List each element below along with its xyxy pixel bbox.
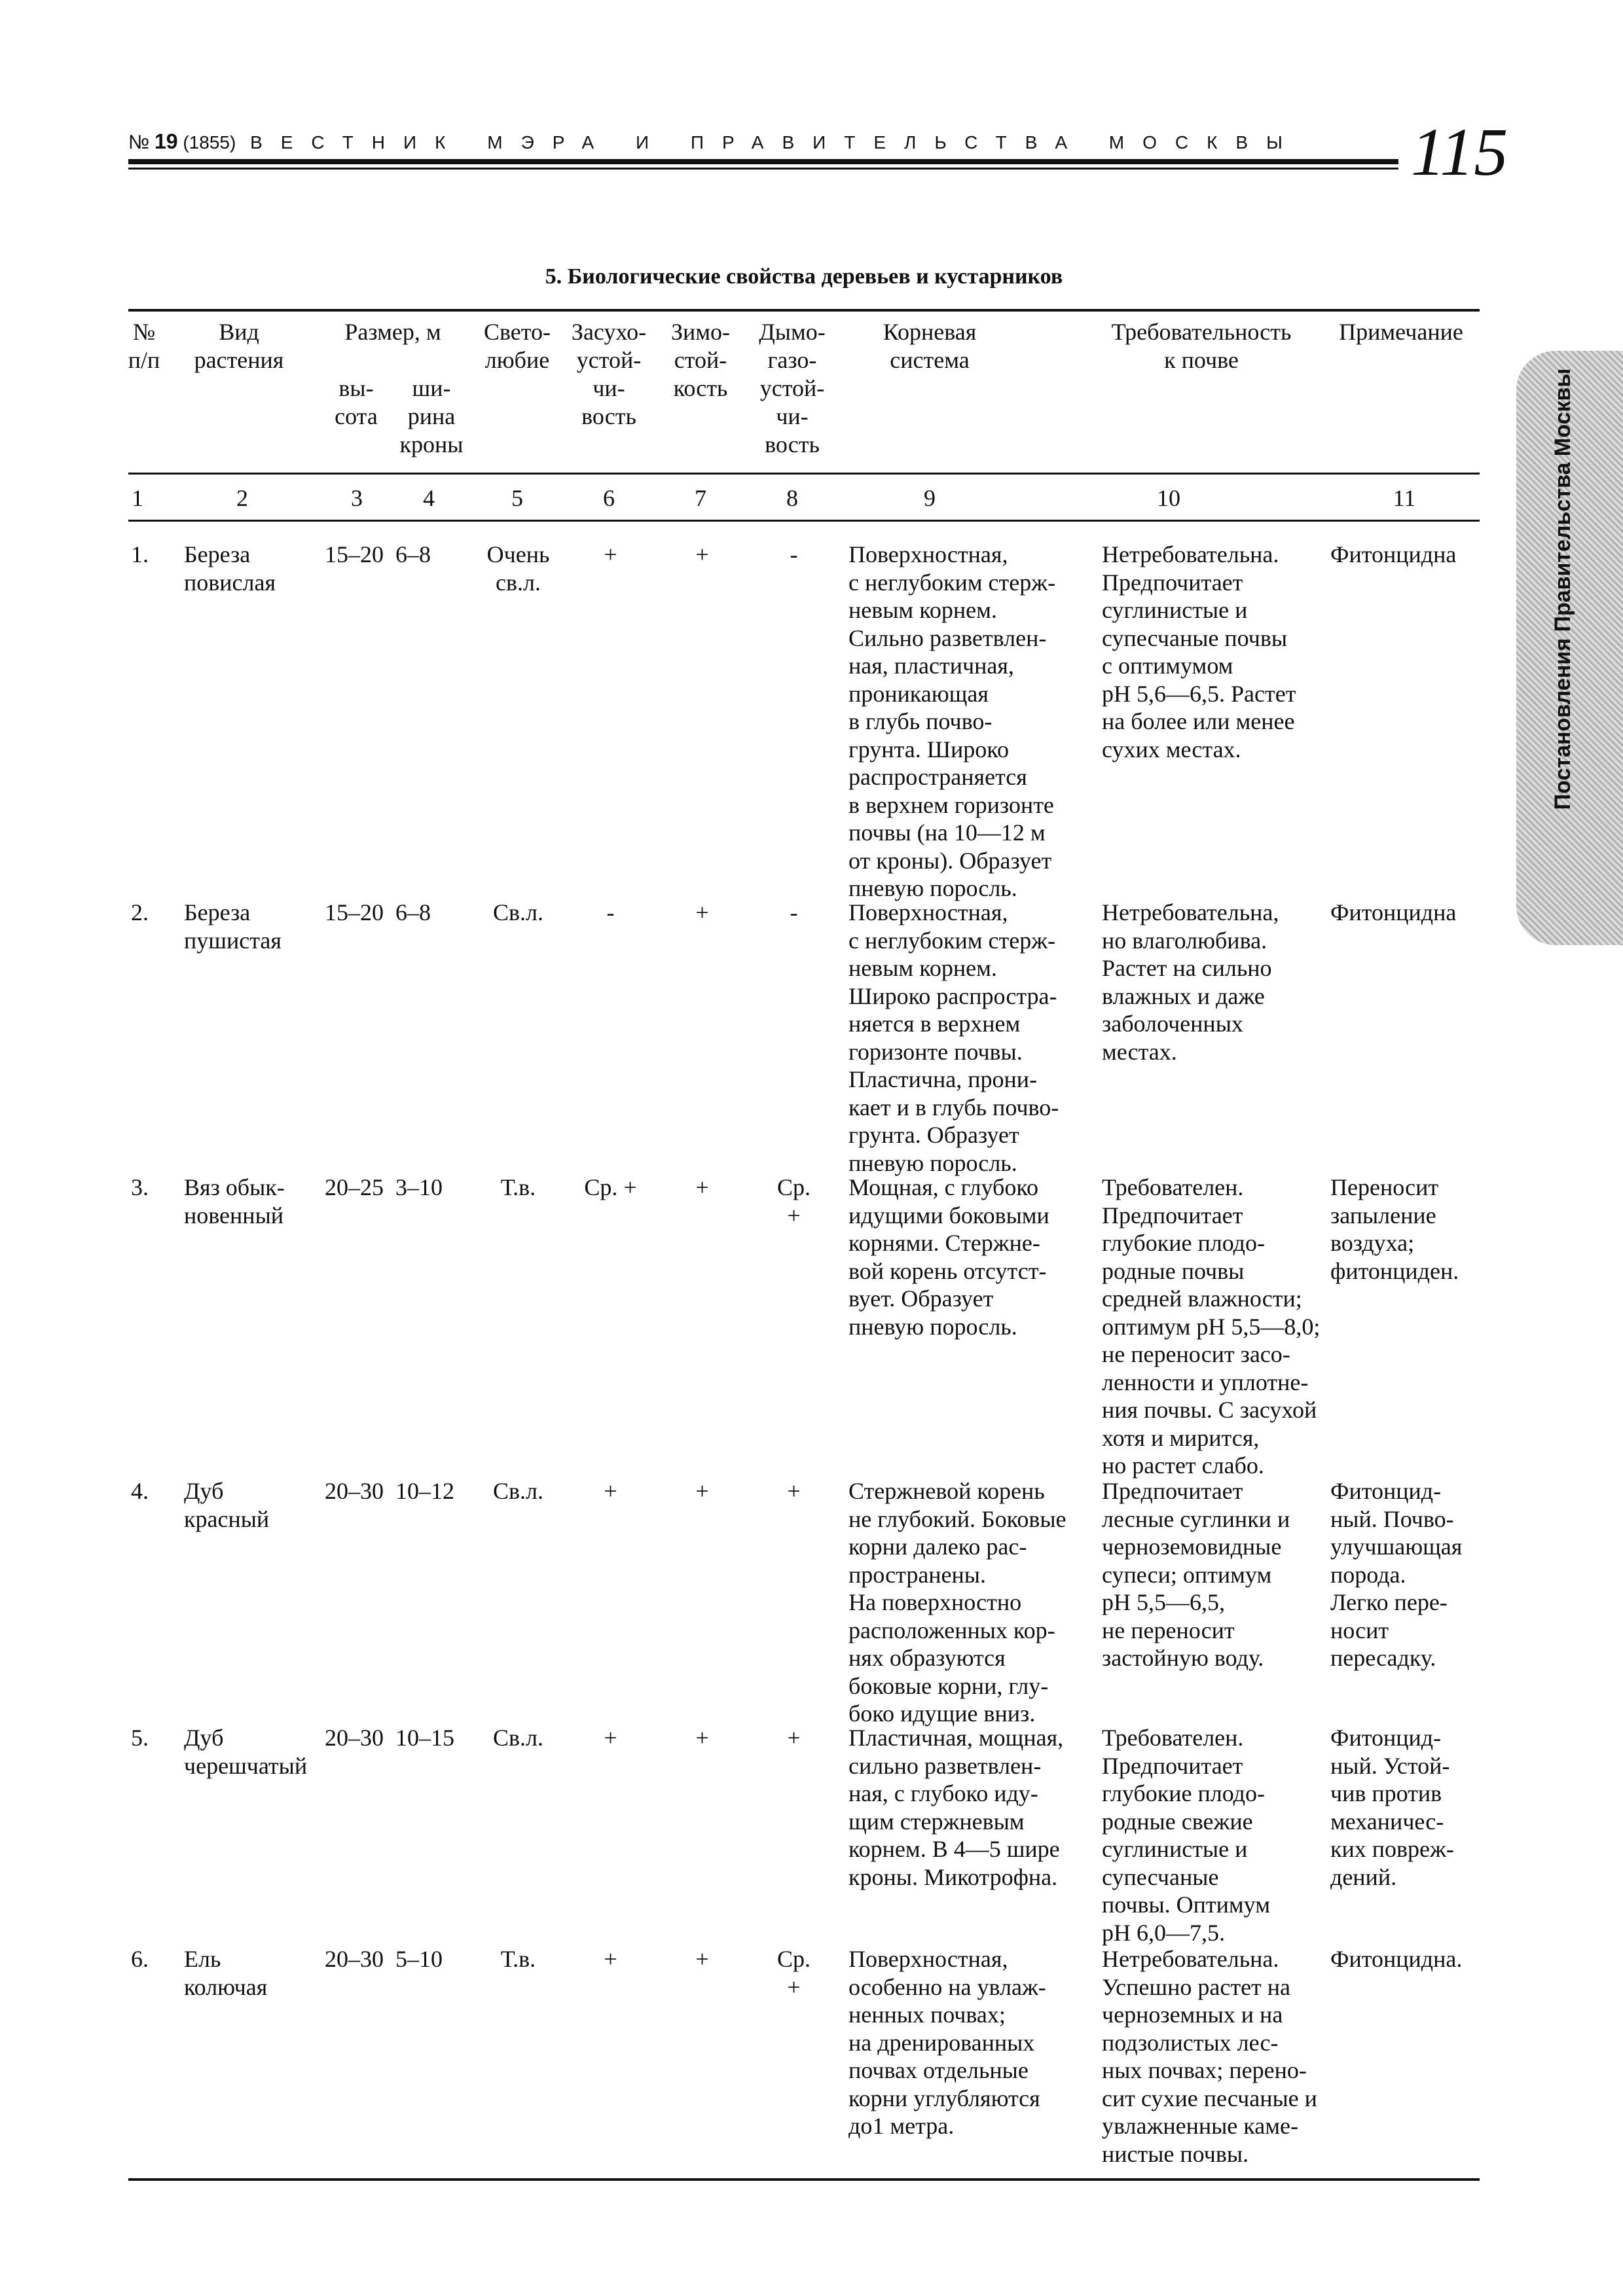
row-drought: + — [604, 1478, 617, 1504]
row-species: Вяз обык- новенный — [184, 1174, 285, 1229]
row-species: Дуб красный — [184, 1478, 270, 1532]
col-number: 8 — [786, 485, 798, 511]
row-smoke: Ср. + — [776, 1174, 811, 1229]
header-roots: Корневая система — [883, 319, 977, 373]
row-height: 20–30 — [325, 1946, 384, 1972]
row-height: 15–20 — [325, 541, 384, 567]
row-roots: Поверхностная, с неглубоким стерж- невым корнем. Сильно разветвлен- ная, пластичная, проникающая в глубь почво- грунта. Широко распространяется в верхнем горизонте почвы (на 10—12 м от кроны). Образует пневую поросль. — [848, 541, 1056, 901]
running-head — [128, 128, 1412, 154]
page-number: 115 — [1411, 115, 1508, 190]
header-width: ши- рина кроны — [399, 375, 464, 457]
row-width: 3–10 — [395, 1174, 443, 1200]
row-drought: Ср. + — [584, 1174, 637, 1200]
row-width: 10–12 — [395, 1478, 454, 1504]
row-roots: Поверхностная, особенно на увлаж- ненных почвах; на дренированных почвах отдельные корни углубляются до1 метра. — [848, 1946, 1046, 2139]
col-number: 5 — [511, 485, 523, 511]
row-soil: Нетребовательна. Успешно растет на черноземных и на подзолистых лес- ных почвах; перено- сит сухие песчаные и увлажненные каме- нистые почвы. — [1102, 1946, 1317, 2167]
row-winter: + — [695, 899, 709, 925]
issue-prefix: № — [128, 132, 150, 153]
row-roots: Пластичная, мощная, сильно разветвлен- ная, с глубоко иду- щим стержневым корнем. В 4—5 шире кроны. Микотрофна. — [848, 1725, 1064, 1890]
row-smoke: Ср. + — [776, 1946, 811, 2000]
row-num: 1. — [131, 541, 149, 567]
row-num: 6. — [131, 1946, 149, 1972]
row-soil: Нетребовательна, но влаголюбива. Растет на сильно влажных и даже заболоченных местах. — [1102, 899, 1279, 1065]
col-number: 9 — [924, 485, 936, 511]
row-note: Фитонцид- ный. Почво- улучшающая порода. Легко пере- носит пересадку. — [1330, 1478, 1463, 1671]
row-roots: Стержневой корень не глубокий. Боковые корни далеко рас- пространены. На поверхностно расположенных кор- нях образуются боковые корни, глу- боко идущие вниз. — [848, 1478, 1067, 1727]
row-light: Св.л. — [493, 1478, 543, 1504]
header-size: Размер, м — [344, 319, 441, 345]
header-light: Свето- любие — [483, 319, 551, 373]
row-species: Дуб черешчатый — [184, 1725, 308, 1779]
row-species: Береза повислая — [184, 541, 276, 596]
row-winter: + — [695, 1478, 709, 1504]
header-num: № п/п — [128, 319, 160, 373]
row-width: 6–8 — [395, 541, 431, 567]
row-winter: + — [695, 1946, 709, 1972]
row-smoke: + — [787, 1478, 801, 1504]
row-winter: + — [695, 541, 709, 567]
row-height: 20–25 — [325, 1174, 384, 1200]
row-roots: Поверхностная, с неглубоким стерж- невым корнем. Широко распростра- няется в верхнем горизонте почвы. Пластична, прони- кает и в глубь почво- грунта. Образует пневую поросль. — [848, 899, 1059, 1176]
issue-number: 19 — [154, 130, 178, 153]
row-drought: + — [604, 1946, 617, 1972]
issue-sequence: (1855) — [183, 132, 236, 152]
row-light: Очень св.л. — [486, 541, 550, 596]
row-num: 4. — [131, 1478, 149, 1504]
col-number: 2 — [236, 485, 248, 511]
row-height: 20–30 — [325, 1478, 384, 1504]
row-winter: + — [695, 1174, 709, 1200]
row-light: Св.л. — [493, 899, 543, 925]
row-light: Т.в. — [500, 1946, 536, 1972]
row-roots: Мощная, с глубоко идущими боковыми корнями. Стержне- вой корень отсутст- вует. Образует пневую поросль. — [848, 1174, 1049, 1340]
col-number: 6 — [603, 485, 615, 511]
row-width: 6–8 — [395, 899, 431, 925]
row-width: 10–15 — [395, 1725, 454, 1751]
header-bottom-rule — [128, 473, 1480, 475]
row-note: Фитонцидна. — [1330, 1946, 1463, 1972]
row-light: Св.л. — [493, 1725, 543, 1751]
col-number: 3 — [351, 485, 363, 511]
row-num: 2. — [131, 899, 149, 925]
row-light: Т.в. — [500, 1174, 536, 1200]
row-note: Фитонцидна — [1330, 541, 1457, 567]
header-height: вы- сота — [335, 375, 378, 429]
table-top-rule — [128, 309, 1480, 312]
header-soil: Требовательность к почве — [1111, 319, 1292, 373]
row-drought: - — [606, 899, 615, 925]
row-smoke: - — [790, 541, 798, 567]
col-number: 1 — [132, 485, 143, 511]
header-rule-thick — [128, 159, 1398, 164]
row-species: Береза пушистая — [184, 899, 282, 954]
row-num: 5. — [131, 1725, 149, 1751]
header-note: Примечание — [1339, 319, 1463, 345]
row-species: Ель колючая — [184, 1946, 268, 2000]
row-note: Фитонцидна — [1330, 899, 1457, 925]
col-number: 10 — [1157, 485, 1180, 511]
row-winter: + — [695, 1725, 709, 1751]
row-height: 15–20 — [325, 899, 384, 925]
header-rule-thin — [128, 168, 1398, 170]
row-soil: Нетребовательна. Предпочитает суглинистые и супесчаные почвы с оптимумом pH 5,6—6,5. Растет на более или менее сухих местах. — [1102, 541, 1296, 762]
table-bottom-rule — [128, 2178, 1480, 2181]
table-title: 5. Биологические свойства деревьев и кустарников — [545, 264, 1063, 289]
row-note: Фитонцид- ный. Устой- чив против механичес- ких повреж- дений. — [1330, 1725, 1454, 1890]
row-soil: Требователен. Предпочитает глубокие плодо- родные почвы средней влажности; оптимум pH 5,5—8,0; не переносит засо- ленности и уплотне- ния почвы. С засухой хотя и мирится, но растет слабо. — [1102, 1174, 1321, 1479]
row-note: Переносит запыление воздуха; фитонциден. — [1330, 1174, 1459, 1284]
header-smoke: Дымо- газо- устой- чи- вость — [759, 319, 826, 457]
row-width: 5–10 — [395, 1946, 443, 1972]
header-winter: Зимо- стой- кость — [670, 319, 731, 401]
row-num: 3. — [131, 1174, 149, 1200]
side-tab-label: Постановления Правительства Москвы — [1550, 368, 1575, 810]
row-smoke: + — [787, 1725, 801, 1751]
row-height: 20–30 — [325, 1725, 384, 1751]
header-drought: Засухо- устой- чи- вость — [571, 319, 647, 429]
col-number: 4 — [423, 485, 435, 511]
col-number: 11 — [1393, 485, 1416, 511]
header-species: Вид растения — [194, 319, 284, 373]
row-smoke: - — [790, 899, 798, 925]
col-number: 7 — [695, 485, 706, 511]
row-soil: Предпочитает лесные суглинки и черноземовидные супеси; оптимум pH 5,5—6,5, не переносит застойную воду. — [1102, 1478, 1290, 1671]
col-numbers-rule — [128, 520, 1480, 522]
journal-title: ВЕСТНИК МЭРА И ПРАВИТЕЛЬСТВА МОСКВЫ — [250, 132, 1301, 152]
row-drought: + — [604, 541, 617, 567]
row-drought: + — [604, 1725, 617, 1751]
row-soil: Требователен. Предпочитает глубокие плодо- родные свежие суглинистые и супесчаные почвы. Оптимум pH 6,0—7,5. — [1102, 1725, 1270, 1946]
